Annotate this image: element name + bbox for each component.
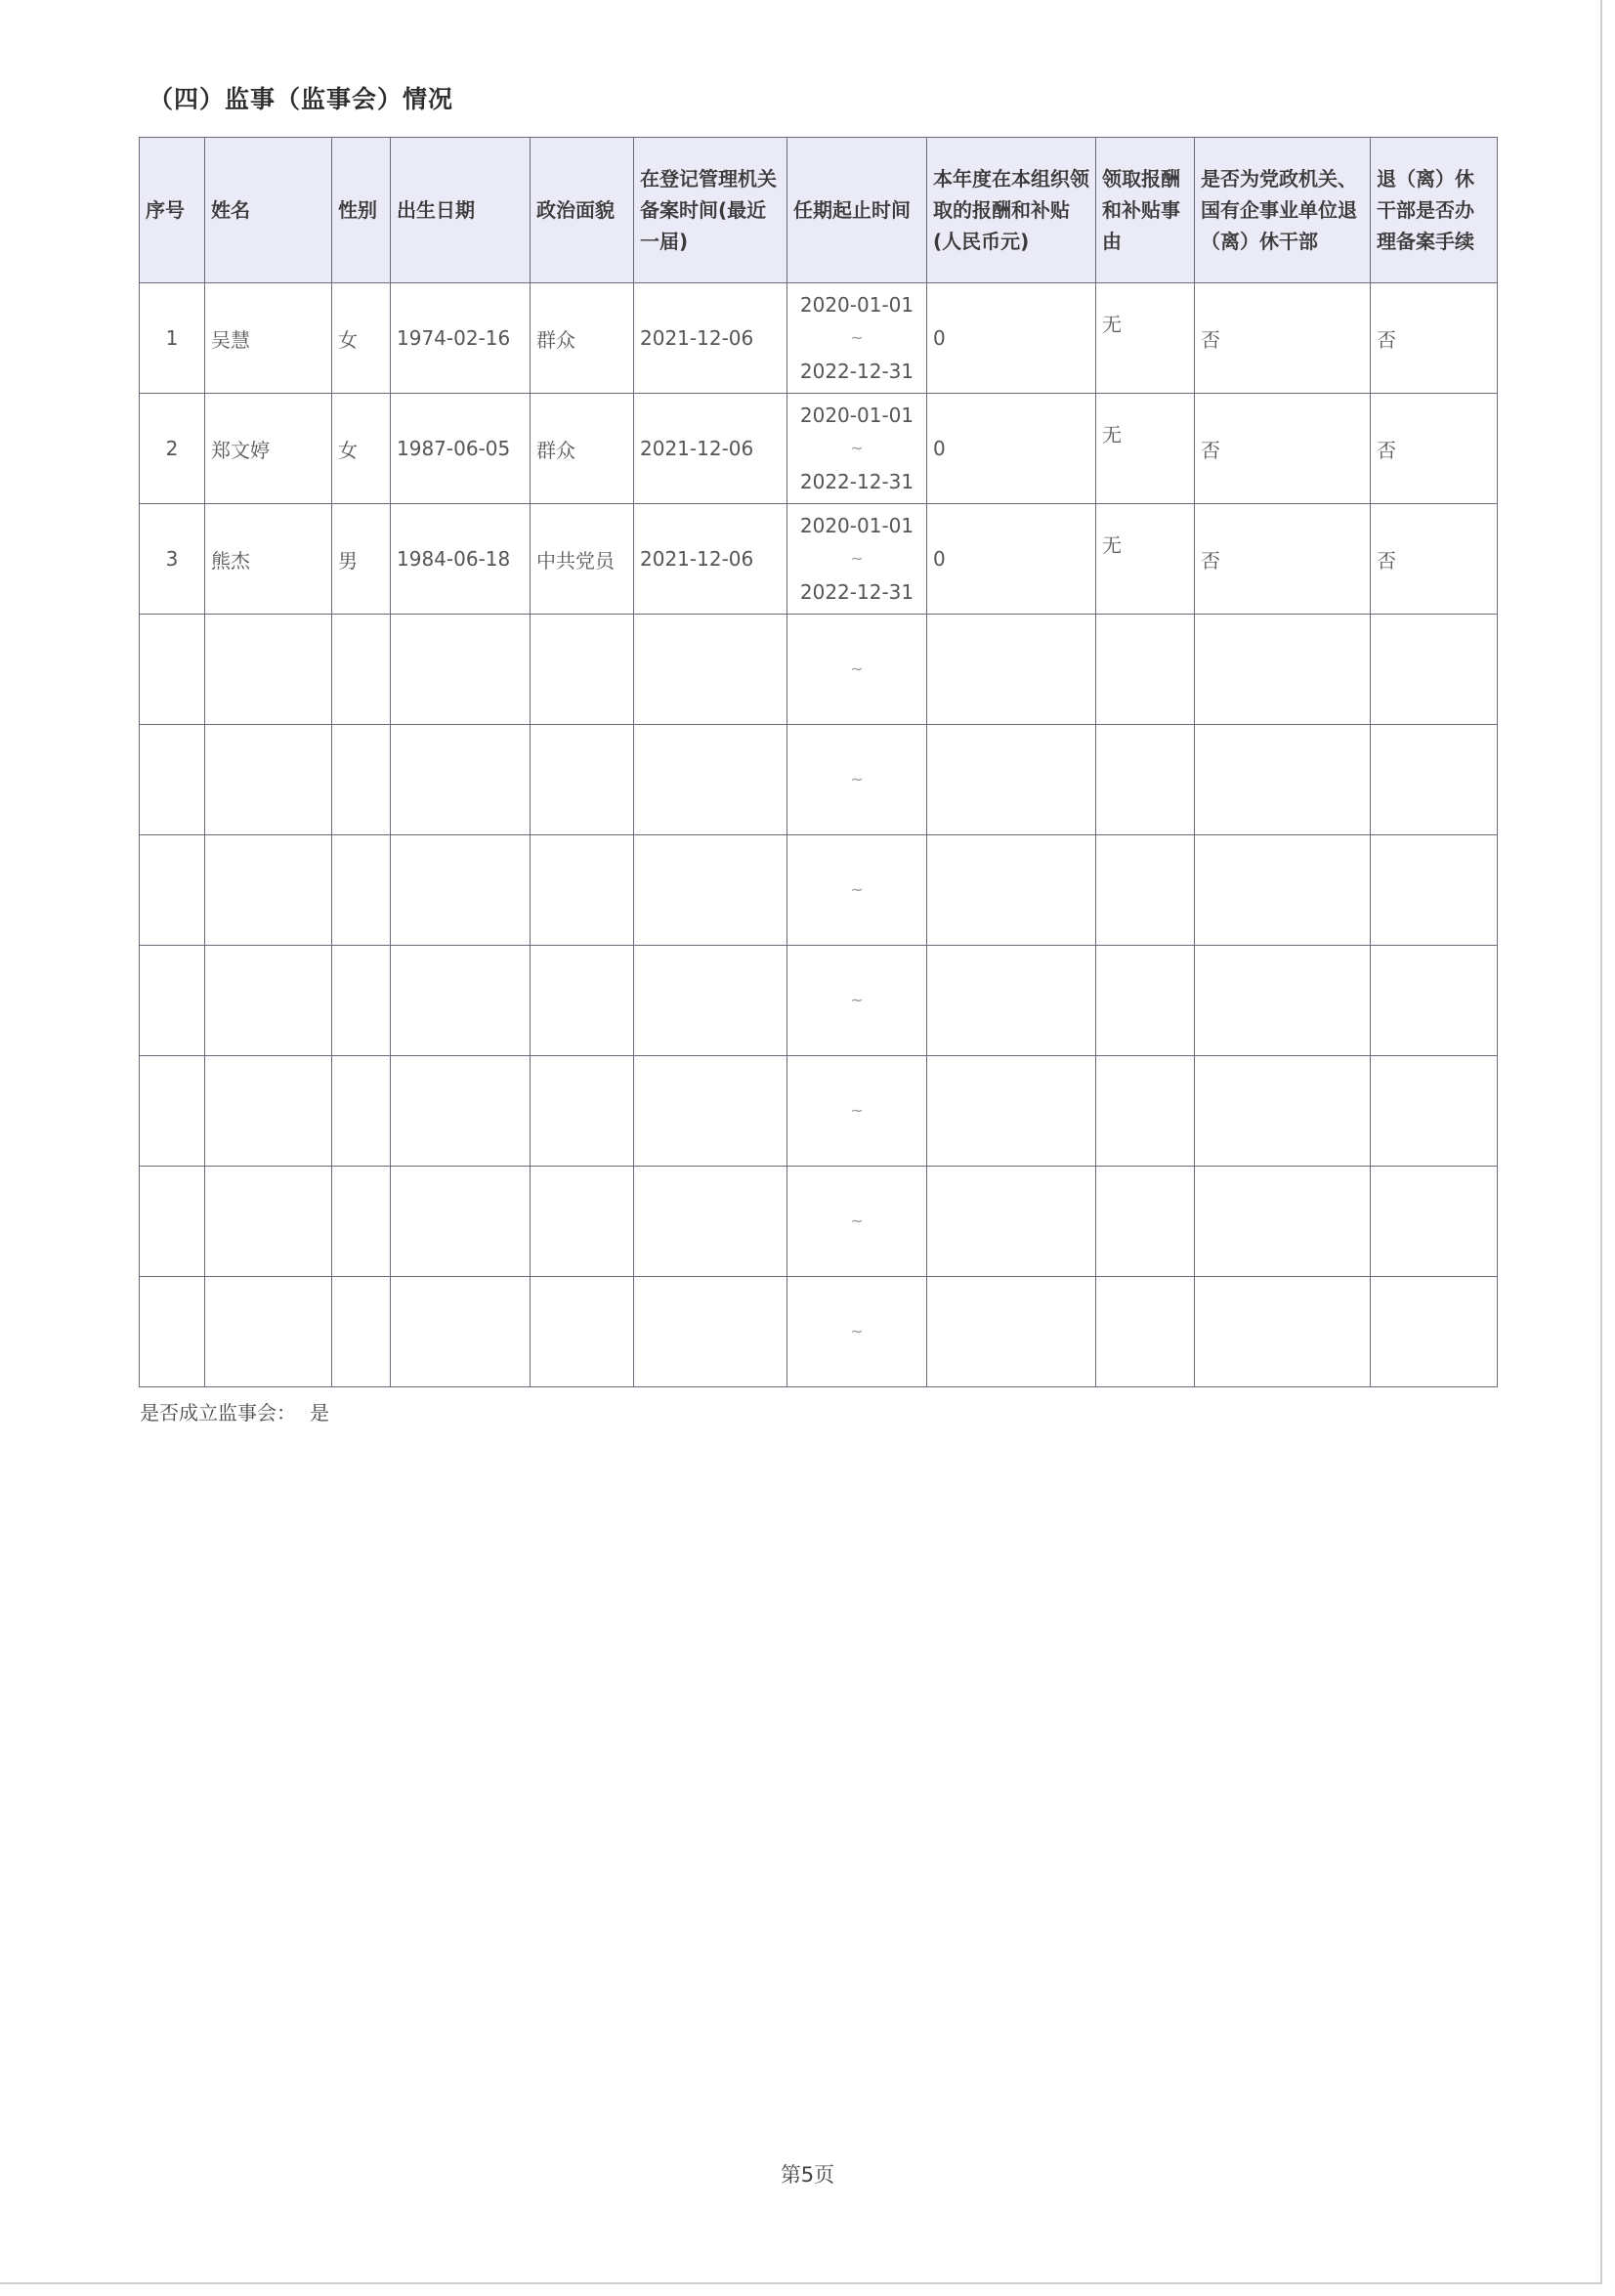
cell-pay-reason bbox=[1096, 725, 1195, 835]
cell-filing-date bbox=[634, 615, 787, 725]
header-filing-date: 在登记管理机关备案时间(最近一届) bbox=[634, 138, 787, 283]
term-end: 2022-12-31 bbox=[799, 360, 914, 383]
term-separator: ~ bbox=[850, 1322, 864, 1340]
cell-seq bbox=[140, 1167, 205, 1277]
term-start: 2020-01-01 bbox=[799, 293, 914, 317]
cell-retired-filed bbox=[1371, 725, 1498, 835]
cell-filing-date bbox=[634, 835, 787, 946]
cell-pay-reason bbox=[1096, 835, 1195, 946]
cell-is-retired-official: 否 bbox=[1195, 283, 1371, 394]
board-established-note bbox=[140, 1397, 329, 1425]
cell-pay-reason: 无 bbox=[1096, 394, 1195, 504]
term-separator: ~ bbox=[850, 659, 864, 678]
cell-pay bbox=[927, 1167, 1096, 1277]
term-separator: ~ bbox=[850, 880, 864, 899]
cell-filing-date: 2021-12-06 bbox=[634, 504, 787, 615]
table-row bbox=[140, 1167, 1498, 1277]
cell-name bbox=[205, 725, 332, 835]
cell-gender: 男 bbox=[332, 504, 391, 615]
cell-term bbox=[787, 283, 927, 394]
cell-birth-date bbox=[391, 615, 531, 725]
cell-gender: 女 bbox=[332, 283, 391, 394]
header-pay: 本年度在本组织领取的报酬和补贴(人民币元) bbox=[927, 138, 1096, 283]
cell-term bbox=[787, 1167, 927, 1277]
cell-term bbox=[787, 615, 927, 725]
cell-pay: 0 bbox=[927, 504, 1096, 615]
table-row bbox=[140, 283, 1498, 394]
cell-is-retired-official bbox=[1195, 1056, 1371, 1167]
cell-is-retired-official bbox=[1195, 725, 1371, 835]
term-separator: ~ bbox=[850, 1101, 864, 1120]
cell-filing-date bbox=[634, 1277, 787, 1387]
cell-retired-filed bbox=[1371, 1277, 1498, 1387]
cell-seq bbox=[140, 1277, 205, 1387]
cell-seq: 1 bbox=[140, 283, 205, 394]
supervisors-table bbox=[139, 137, 1498, 1387]
table-header-row bbox=[140, 138, 1498, 283]
cell-birth-date bbox=[391, 946, 531, 1056]
cell-political-status: 中共党员 bbox=[531, 504, 634, 615]
cell-seq bbox=[140, 615, 205, 725]
cell-pay-reason bbox=[1096, 1167, 1195, 1277]
term-start: 2020-01-01 bbox=[799, 404, 914, 427]
cell-pay bbox=[927, 946, 1096, 1056]
cell-seq bbox=[140, 1056, 205, 1167]
cell-political-status bbox=[531, 1056, 634, 1167]
header-name: 姓名 bbox=[205, 138, 332, 283]
cell-pay bbox=[927, 835, 1096, 946]
cell-retired-filed: 否 bbox=[1371, 504, 1498, 615]
cell-seq bbox=[140, 946, 205, 1056]
cell-pay-reason: 无 bbox=[1096, 283, 1195, 394]
term-separator: ~ bbox=[850, 991, 864, 1009]
cell-retired-filed bbox=[1371, 615, 1498, 725]
cell-seq: 3 bbox=[140, 504, 205, 615]
table-row bbox=[140, 394, 1498, 504]
cell-filing-date bbox=[634, 1056, 787, 1167]
cell-filing-date: 2021-12-06 bbox=[634, 283, 787, 394]
cell-gender bbox=[332, 1056, 391, 1167]
cell-seq bbox=[140, 835, 205, 946]
page-number: 第5页 bbox=[780, 2163, 835, 2187]
cell-political-status bbox=[531, 725, 634, 835]
term-separator: ~ bbox=[850, 439, 864, 457]
cell-retired-filed bbox=[1371, 835, 1498, 946]
table-row bbox=[140, 1277, 1498, 1387]
cell-retired-filed bbox=[1371, 1167, 1498, 1277]
cell-pay: 0 bbox=[927, 394, 1096, 504]
header-pay-reason: 领取报酬和补贴事由 bbox=[1096, 138, 1195, 283]
cell-gender bbox=[332, 946, 391, 1056]
cell-is-retired-official bbox=[1195, 615, 1371, 725]
cell-is-retired-official bbox=[1195, 835, 1371, 946]
table-row bbox=[140, 1056, 1498, 1167]
term-separator: ~ bbox=[850, 1212, 864, 1230]
cell-term bbox=[787, 1056, 927, 1167]
cell-pay bbox=[927, 1056, 1096, 1167]
cell-filing-date bbox=[634, 725, 787, 835]
cell-is-retired-official: 否 bbox=[1195, 504, 1371, 615]
cell-birth-date bbox=[391, 725, 531, 835]
table-row bbox=[140, 504, 1498, 615]
cell-name bbox=[205, 946, 332, 1056]
cell-gender bbox=[332, 835, 391, 946]
cell-political-status bbox=[531, 835, 634, 946]
cell-political-status bbox=[531, 615, 634, 725]
cell-name: 熊杰 bbox=[205, 504, 332, 615]
cell-birth-date bbox=[391, 1056, 531, 1167]
cell-is-retired-official: 否 bbox=[1195, 394, 1371, 504]
cell-birth-date: 1974-02-16 bbox=[391, 283, 531, 394]
cell-is-retired-official bbox=[1195, 946, 1371, 1056]
term-start: 2020-01-01 bbox=[799, 514, 914, 537]
cell-pay-reason bbox=[1096, 946, 1195, 1056]
cell-pay bbox=[927, 725, 1096, 835]
term-separator: ~ bbox=[850, 549, 864, 568]
table-row bbox=[140, 835, 1498, 946]
cell-term bbox=[787, 504, 927, 615]
header-gender: 性别 bbox=[332, 138, 391, 283]
cell-retired-filed bbox=[1371, 1056, 1498, 1167]
header-retired-filed: 退（离）休干部是否办理备案手续 bbox=[1371, 138, 1498, 283]
cell-name bbox=[205, 1277, 332, 1387]
cell-term bbox=[787, 946, 927, 1056]
cell-pay bbox=[927, 1277, 1096, 1387]
cell-is-retired-official bbox=[1195, 1277, 1371, 1387]
cell-gender bbox=[332, 1277, 391, 1387]
cell-pay-reason: 无 bbox=[1096, 504, 1195, 615]
cell-political-status: 群众 bbox=[531, 283, 634, 394]
cell-pay-reason bbox=[1096, 1056, 1195, 1167]
term-end: 2022-12-31 bbox=[799, 470, 914, 493]
board-established-label: 是否成立监事会： bbox=[140, 1401, 296, 1424]
header-birth-date: 出生日期 bbox=[391, 138, 531, 283]
table-row bbox=[140, 725, 1498, 835]
header-political-status: 政治面貌 bbox=[531, 138, 634, 283]
cell-term bbox=[787, 1277, 927, 1387]
cell-name: 吴慧 bbox=[205, 283, 332, 394]
board-established-value: 是 bbox=[310, 1401, 329, 1424]
term-separator: ~ bbox=[850, 328, 864, 347]
header-is-retired-official: 是否为党政机关、国有企事业单位退（离）休干部 bbox=[1195, 138, 1371, 283]
cell-filing-date bbox=[634, 1167, 787, 1277]
cell-pay bbox=[927, 615, 1096, 725]
cell-name bbox=[205, 1056, 332, 1167]
cell-birth-date: 1984-06-18 bbox=[391, 504, 531, 615]
cell-seq bbox=[140, 725, 205, 835]
section-title: （四）监事（监事会）情况 bbox=[149, 85, 454, 113]
cell-name bbox=[205, 835, 332, 946]
cell-birth-date bbox=[391, 1167, 531, 1277]
cell-gender bbox=[332, 1167, 391, 1277]
cell-gender bbox=[332, 615, 391, 725]
cell-pay-reason bbox=[1096, 1277, 1195, 1387]
cell-political-status bbox=[531, 1277, 634, 1387]
cell-birth-date bbox=[391, 835, 531, 946]
cell-political-status bbox=[531, 1167, 634, 1277]
cell-term bbox=[787, 835, 927, 946]
term-separator: ~ bbox=[850, 770, 864, 788]
cell-name bbox=[205, 1167, 332, 1277]
header-term: 任期起止时间 bbox=[787, 138, 927, 283]
cell-seq: 2 bbox=[140, 394, 205, 504]
cell-is-retired-official bbox=[1195, 1167, 1371, 1277]
cell-term bbox=[787, 725, 927, 835]
cell-political-status: 群众 bbox=[531, 394, 634, 504]
cell-birth-date: 1987-06-05 bbox=[391, 394, 531, 504]
cell-name: 郑文婷 bbox=[205, 394, 332, 504]
cell-name bbox=[205, 615, 332, 725]
table-row bbox=[140, 615, 1498, 725]
cell-gender: 女 bbox=[332, 394, 391, 504]
table-row bbox=[140, 946, 1498, 1056]
cell-birth-date bbox=[391, 1277, 531, 1387]
cell-pay: 0 bbox=[927, 283, 1096, 394]
cell-retired-filed bbox=[1371, 946, 1498, 1056]
cell-retired-filed: 否 bbox=[1371, 394, 1498, 504]
cell-filing-date: 2021-12-06 bbox=[634, 394, 787, 504]
cell-retired-filed: 否 bbox=[1371, 283, 1498, 394]
cell-gender bbox=[332, 725, 391, 835]
term-end: 2022-12-31 bbox=[799, 580, 914, 604]
cell-filing-date bbox=[634, 946, 787, 1056]
cell-pay-reason bbox=[1096, 615, 1195, 725]
cell-political-status bbox=[531, 946, 634, 1056]
cell-term bbox=[787, 394, 927, 504]
header-seq: 序号 bbox=[140, 138, 205, 283]
